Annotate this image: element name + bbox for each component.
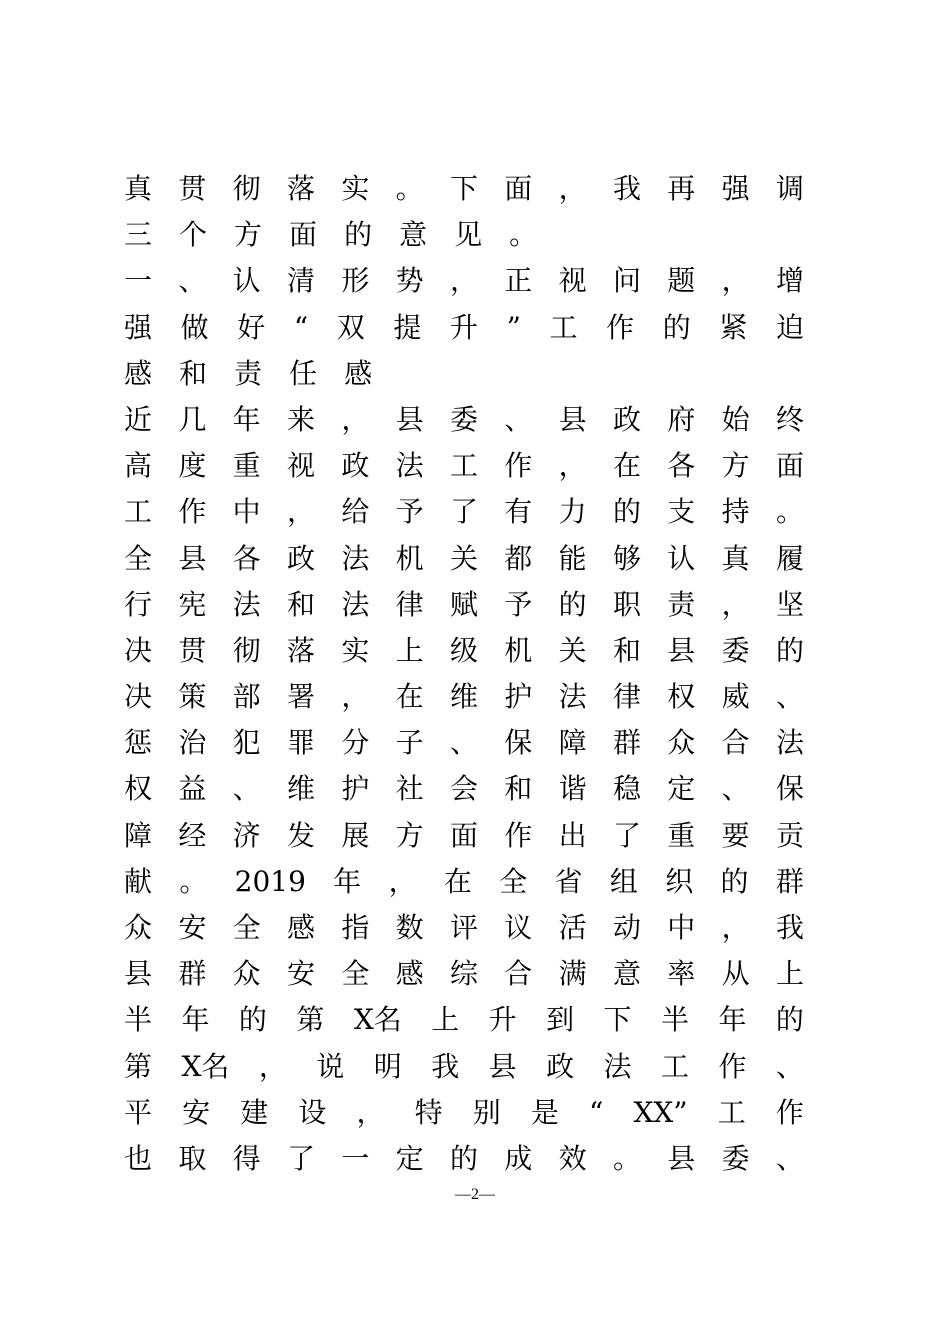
text-line (124, 997, 804, 1043)
text-token: 发 (286, 818, 315, 852)
text-token: 彻 (232, 633, 261, 667)
text-token: 委 (721, 633, 750, 667)
text-token: 和 (612, 633, 641, 667)
text-token: 见 (454, 218, 483, 252)
text-token: 的 (238, 1003, 267, 1037)
text-token: “ (589, 1095, 604, 1129)
text-token: 个 (179, 218, 208, 252)
text-token: 重 (667, 818, 696, 852)
text-token: 、 (449, 726, 478, 760)
text-line (124, 212, 804, 258)
text-token: 作 (178, 495, 207, 529)
text-token: 坚 (775, 587, 804, 621)
text-token: 年 (718, 1003, 747, 1037)
text-token: 政 (286, 541, 315, 575)
text-token: ， (286, 495, 315, 529)
text-token: 视 (286, 449, 315, 483)
text-token: X名 (353, 1003, 402, 1037)
text-token: 责 (234, 356, 263, 390)
text-token: 上 (775, 957, 804, 991)
text-token: 安 (286, 957, 315, 991)
text-token: 支 (667, 495, 696, 529)
text-token: 全 (341, 957, 370, 991)
text-token: 题 (667, 264, 696, 298)
text-token: 感 (395, 957, 424, 991)
text-token: 上 (431, 1003, 460, 1037)
text-token: 数 (395, 911, 424, 944)
text-token: 社 (395, 772, 424, 806)
text-token: 工 (717, 1095, 746, 1129)
text-token: 在 (395, 680, 424, 714)
text-token: 评 (449, 911, 478, 944)
text-token: 保 (504, 726, 533, 760)
body-text (124, 166, 804, 1182)
text-token: 作 (504, 818, 533, 852)
text-token: 感 (286, 911, 315, 944)
text-token: 得 (232, 1141, 261, 1175)
text-token: 罪 (286, 726, 315, 760)
text-token: 近 (124, 402, 153, 436)
text-token: 下 (603, 1003, 632, 1037)
text-token: 的 (449, 1141, 478, 1175)
text-token: 升 (488, 1003, 517, 1037)
text-token: 责 (667, 587, 696, 621)
text-token: 作 (606, 310, 635, 344)
text-token: 面 (775, 449, 804, 483)
text-token: 贡 (775, 818, 804, 852)
text-token: 认 (232, 264, 261, 298)
text-token: 效 (558, 1141, 587, 1175)
text-token: 行 (124, 587, 153, 621)
text-token: 面 (449, 818, 478, 852)
text-token: 作 (504, 449, 533, 483)
text-token: 维 (286, 772, 315, 806)
text-token: 正 (504, 264, 533, 298)
text-token: 和 (504, 772, 533, 806)
text-token: 力 (558, 495, 587, 529)
text-token: 机 (504, 633, 533, 667)
text-token: 群 (612, 726, 641, 760)
text-token: ， (721, 587, 750, 621)
text-token: 关 (449, 541, 478, 575)
text-token: 落 (286, 172, 315, 205)
text-token: 稳 (612, 772, 641, 806)
text-token: 法 (341, 587, 370, 621)
text-token: 县 (667, 1141, 696, 1175)
text-token: 清 (286, 264, 315, 298)
text-token: 决 (124, 680, 153, 714)
text-token: 第 (296, 1003, 325, 1037)
text-token: 职 (612, 587, 641, 621)
text-token: 工 (124, 495, 153, 529)
text-token: 我 (431, 1049, 460, 1083)
text-token: 工 (661, 1049, 690, 1083)
text-token: 府 (667, 402, 696, 436)
text-token: 三 (124, 218, 153, 252)
text-token: 权 (667, 680, 696, 714)
text-token: 、 (775, 680, 804, 714)
text-token: 障 (124, 818, 153, 852)
text-token: 贯 (178, 633, 207, 667)
text-token: 重 (232, 449, 261, 483)
text-line (124, 720, 804, 766)
text-token: 护 (504, 680, 533, 714)
text-token: 紧 (719, 310, 748, 344)
text-token: 取 (178, 1141, 207, 1175)
text-token: ， (388, 864, 417, 898)
text-token: 众 (232, 957, 261, 991)
text-token: ， (341, 402, 370, 436)
text-token: 来 (286, 402, 315, 436)
text-token: 满 (558, 957, 587, 991)
text-token: 县 (124, 957, 153, 991)
text-token: 织 (665, 864, 694, 898)
text-line (124, 813, 804, 859)
text-token: 强 (124, 310, 153, 344)
text-token: 政 (612, 402, 641, 436)
text-token: 率 (667, 957, 696, 991)
text-token: 。 (509, 218, 538, 252)
text-token: 安 (178, 911, 207, 944)
text-token: 半 (661, 1003, 690, 1037)
text-token: 别 (472, 1095, 501, 1129)
text-line (124, 905, 804, 951)
text-token: 到 (546, 1003, 575, 1037)
text-token: 委 (721, 1141, 750, 1175)
text-token: 了 (286, 1141, 315, 1175)
text-token: 省 (554, 864, 583, 898)
text-token: 安 (182, 1095, 211, 1129)
text-token: 给 (341, 495, 370, 529)
text-token: 在 (612, 449, 641, 483)
text-token: 。 (179, 864, 208, 898)
text-token: 、 (504, 402, 533, 436)
text-token: 方 (721, 449, 750, 483)
text-token: 、 (775, 1049, 804, 1083)
text-token: 面 (289, 218, 318, 252)
text-token: 一 (124, 264, 153, 298)
text-token: ， (721, 911, 750, 944)
text-token: 。 (612, 1141, 641, 1175)
text-token: 够 (612, 541, 641, 575)
text-token: 定 (395, 1141, 424, 1175)
text-token: 赋 (449, 587, 478, 621)
text-token: 组 (609, 864, 638, 898)
text-token: 级 (449, 633, 478, 667)
text-token: 综 (449, 957, 478, 991)
text-token: XX” (633, 1095, 688, 1129)
text-token: 上 (395, 633, 424, 667)
text-token: 一 (341, 1141, 370, 1175)
text-token: 经 (178, 818, 207, 852)
text-token: 各 (232, 541, 261, 575)
text-token: 平 (124, 1095, 153, 1129)
text-line (124, 951, 804, 997)
text-token: 法 (603, 1049, 632, 1083)
text-token: 势 (395, 264, 424, 298)
text-token: 升 (449, 310, 478, 344)
text-token: 工 (449, 449, 478, 483)
text-token: 履 (775, 541, 804, 575)
text-token: 署 (286, 680, 315, 714)
text-token: 予 (395, 495, 424, 529)
text-token: 法 (232, 587, 261, 621)
text-token: ， (558, 449, 587, 483)
text-line (124, 305, 804, 351)
text-token: 2019 (234, 864, 306, 898)
text-token: 合 (721, 726, 750, 760)
text-line (124, 397, 804, 443)
text-token: 威 (721, 680, 750, 714)
text-token: 特 (414, 1095, 443, 1129)
text-token: 的 (775, 633, 804, 667)
text-line (124, 166, 804, 212)
text-token: 各 (667, 449, 696, 483)
text-token: 保 (775, 772, 804, 806)
text-token: 的 (720, 864, 749, 898)
text-line (124, 859, 804, 905)
text-token: 。 (395, 172, 424, 205)
text-token: 方 (395, 818, 424, 852)
text-token: 的 (558, 587, 587, 621)
text-token: 感 (344, 356, 373, 390)
text-token: 强 (721, 172, 750, 205)
text-token: 建 (240, 1095, 269, 1129)
text-token: 部 (232, 680, 261, 714)
text-token: 的 (775, 1003, 804, 1037)
text-token: 维 (449, 680, 478, 714)
text-token: 实 (341, 633, 370, 667)
text-token: ” (506, 310, 521, 344)
text-token: 益 (178, 772, 207, 806)
text-token: 工 (549, 310, 578, 344)
text-token: 护 (341, 772, 370, 806)
text-token: 委 (449, 402, 478, 436)
text-token: 落 (286, 633, 315, 667)
text-token: 几 (178, 402, 207, 436)
text-token: 再 (667, 172, 696, 205)
text-token: 提 (393, 310, 422, 344)
text-token: 和 (179, 356, 208, 390)
text-token: 献 (124, 864, 153, 898)
text-token: 的 (344, 218, 373, 252)
text-token: 作 (775, 1095, 804, 1129)
text-token: 好 (237, 310, 266, 344)
text-token: 年 (333, 864, 362, 898)
text-token: 了 (612, 818, 641, 852)
text-token: 出 (558, 818, 587, 852)
text-token: 也 (124, 1141, 153, 1175)
text-token: 做 (180, 310, 209, 344)
text-token: 终 (775, 402, 804, 436)
text-token: 真 (721, 541, 750, 575)
text-line (124, 1090, 804, 1136)
text-token: ， (356, 1095, 385, 1129)
text-token: 是 (530, 1095, 559, 1129)
text-token: 第 (124, 1049, 153, 1083)
text-token: 障 (558, 726, 587, 760)
text-token: 关 (558, 633, 587, 667)
text-token: 治 (178, 726, 207, 760)
text-token: 我 (612, 172, 641, 205)
text-token: 的 (612, 495, 641, 529)
text-token: 调 (775, 172, 804, 205)
text-token: 作 (718, 1049, 747, 1083)
text-token: ， (258, 1049, 287, 1083)
text-token: 律 (395, 587, 424, 621)
text-token: 高 (124, 449, 153, 483)
text-token: 中 (667, 911, 696, 944)
text-token: 宪 (178, 587, 207, 621)
text-token: 谐 (558, 772, 587, 806)
text-token: 成 (504, 1141, 533, 1175)
text-token: 在 (443, 864, 472, 898)
text-token: 能 (558, 541, 587, 575)
text-token: 动 (612, 911, 641, 944)
text-token: 了 (449, 495, 478, 529)
text-token: 感 (124, 356, 153, 390)
text-token: ， (341, 680, 370, 714)
text-token: 法 (775, 726, 804, 760)
text-token: 年 (232, 402, 261, 436)
text-token: 有 (504, 495, 533, 529)
text-line (124, 258, 804, 304)
text-token: 法 (341, 541, 370, 575)
text-token: 活 (558, 911, 587, 944)
text-token: 律 (612, 680, 641, 714)
text-token: 形 (341, 264, 370, 298)
text-token: 说 (316, 1049, 345, 1083)
text-token: 机 (395, 541, 424, 575)
text-token: 任 (289, 356, 318, 390)
text-token: 半 (124, 1003, 153, 1037)
text-token: 、 (775, 1141, 804, 1175)
text-token: 都 (504, 541, 533, 575)
text-token: 全 (124, 541, 153, 575)
text-token: 策 (178, 680, 207, 714)
text-token: 定 (667, 772, 696, 806)
text-token: 县 (395, 402, 424, 436)
text-token: 众 (124, 911, 153, 944)
text-token: 视 (558, 264, 587, 298)
text-token: 中 (232, 495, 261, 529)
text-token: 全 (499, 864, 528, 898)
text-token: 决 (124, 633, 153, 667)
text-token: 议 (504, 911, 533, 944)
text-token: 迫 (775, 310, 804, 344)
text-token: 方 (234, 218, 263, 252)
text-token: 展 (341, 818, 370, 852)
text-token: 实 (341, 172, 370, 205)
text-token: 犯 (232, 726, 261, 760)
text-token: 指 (341, 911, 370, 944)
text-token: 从 (721, 957, 750, 991)
text-token: 认 (667, 541, 696, 575)
text-token: 、 (721, 772, 750, 806)
text-token: 面 (504, 172, 533, 205)
text-line (124, 766, 804, 812)
text-token: 贯 (178, 172, 207, 205)
text-token: 持 (721, 495, 750, 529)
text-token: “ (293, 310, 309, 344)
text-token: 县 (558, 402, 587, 436)
text-token: 始 (721, 402, 750, 436)
text-token: X名 (181, 1049, 230, 1083)
text-line (124, 582, 804, 628)
text-token: 和 (286, 587, 315, 621)
text-token: 政 (546, 1049, 575, 1083)
text-token: 众 (667, 726, 696, 760)
page-number: —2— (455, 1186, 495, 1203)
text-line (124, 351, 804, 397)
text-token: 济 (232, 818, 261, 852)
text-token: 意 (612, 957, 641, 991)
text-token: 子 (395, 726, 424, 760)
text-token: 、 (178, 264, 207, 298)
text-token: 我 (775, 911, 804, 944)
text-token: 惩 (124, 726, 153, 760)
text-token: 意 (399, 218, 428, 252)
text-token: 度 (178, 449, 207, 483)
text-token: 合 (504, 957, 533, 991)
text-token: 年 (181, 1003, 210, 1037)
text-token: 设 (298, 1095, 327, 1129)
text-token: 会 (449, 772, 478, 806)
text-token: 。 (775, 495, 804, 529)
text-token: 要 (721, 818, 750, 852)
text-line (124, 443, 804, 489)
text-token: 法 (558, 680, 587, 714)
text-line (124, 1136, 804, 1182)
text-token: 县 (667, 633, 696, 667)
text-token: ， (721, 264, 750, 298)
text-token: 的 (662, 310, 691, 344)
text-line (124, 674, 804, 720)
text-token: ， (558, 172, 587, 205)
text-token: 分 (341, 726, 370, 760)
text-token: 群 (775, 864, 804, 898)
text-token: 真 (124, 172, 153, 205)
text-token: 县 (178, 541, 207, 575)
text-line (124, 536, 804, 582)
text-token: 法 (395, 449, 424, 483)
text-line (124, 489, 804, 535)
text-token: 政 (341, 449, 370, 483)
text-token: 全 (232, 911, 261, 944)
text-token: ， (449, 264, 478, 298)
text-token: 予 (504, 587, 533, 621)
text-token: 县 (488, 1049, 517, 1083)
text-token: 明 (373, 1049, 402, 1083)
text-token: 双 (336, 310, 365, 344)
text-line (124, 628, 804, 674)
text-token: 、 (232, 772, 261, 806)
text-token: 增 (775, 264, 804, 298)
text-token: 问 (612, 264, 641, 298)
text-token: 群 (178, 957, 207, 991)
text-line (124, 1044, 804, 1090)
text-token: 下 (449, 172, 478, 205)
text-token: 彻 (232, 172, 261, 205)
text-token: 权 (124, 772, 153, 806)
